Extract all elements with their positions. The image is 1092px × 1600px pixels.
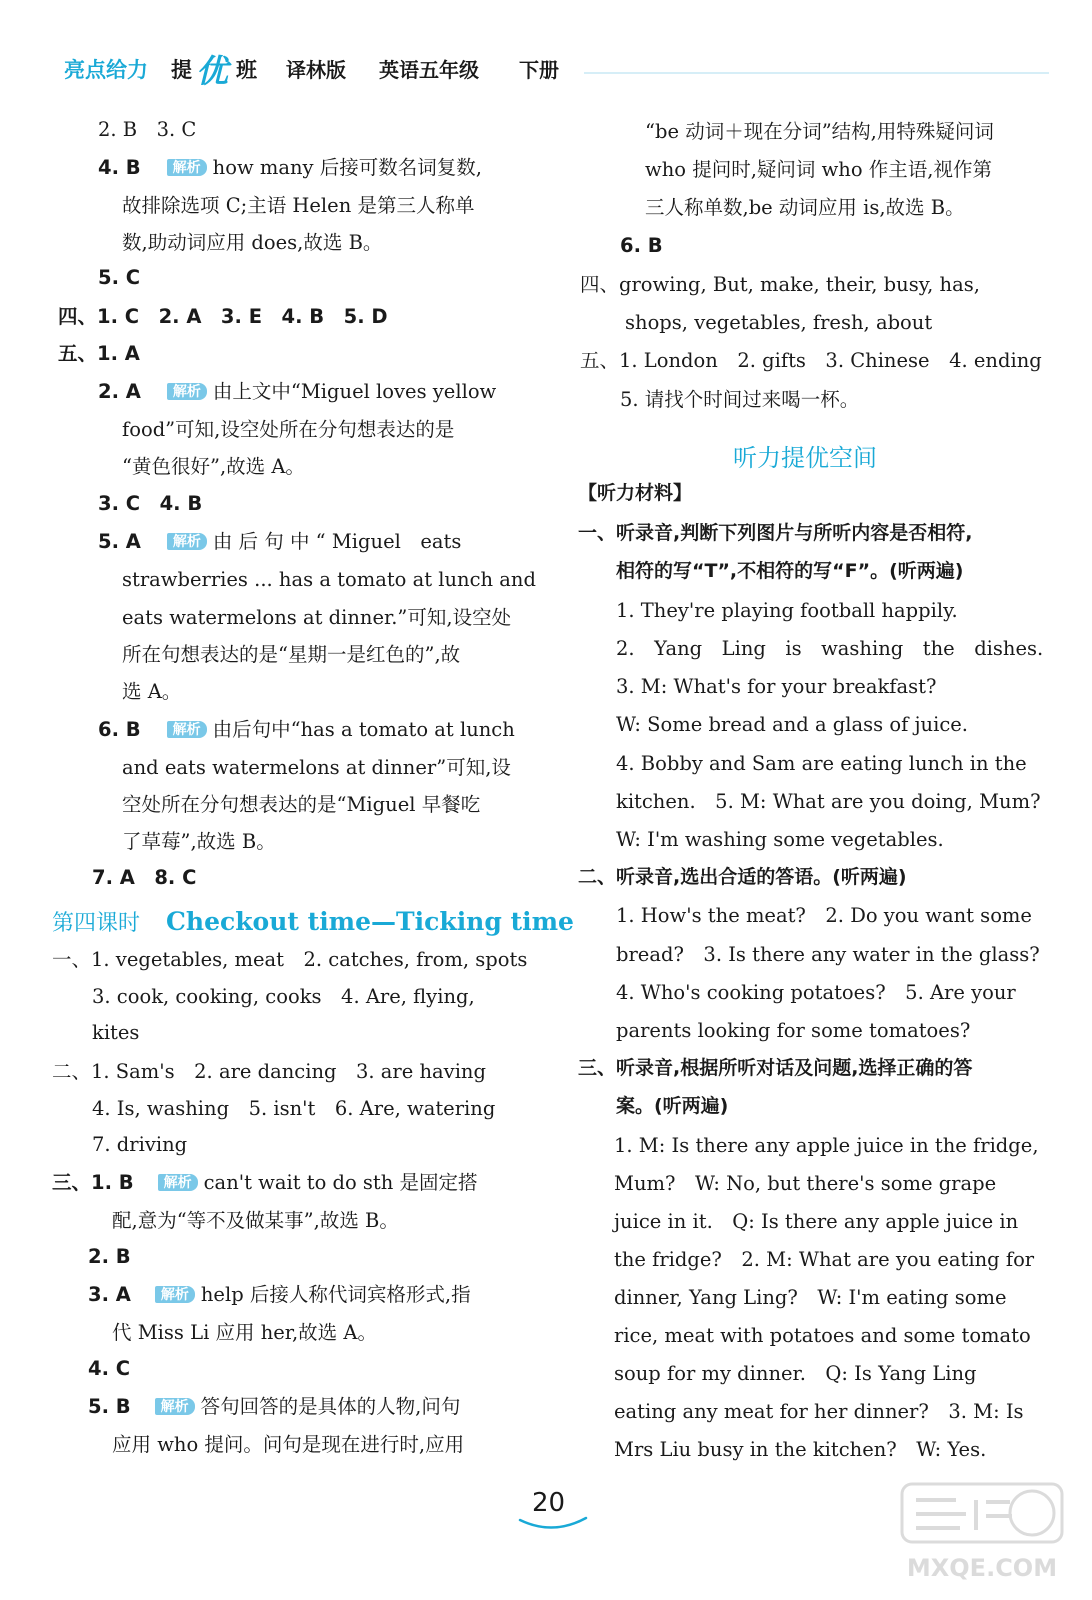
answer-line: 四、growing, But, make, their, busy, has, bbox=[580, 273, 980, 296]
answer-line: 2. B bbox=[88, 1245, 131, 1268]
transcript-line: W: I'm washing some vegetables. bbox=[616, 828, 944, 851]
transcript-line: eating any meat for her dinner? 3. M: Is bbox=[614, 1400, 1024, 1423]
answer-line bbox=[98, 158, 482, 178]
answer-line: 4. Is, washing 5. isn't 6. Are, watering bbox=[92, 1097, 496, 1120]
question-number: 6. B bbox=[98, 718, 141, 741]
analysis-text: how many 后接可数名词复数, bbox=[212, 156, 482, 179]
watermark-text: MXQE.COM bbox=[906, 1554, 1058, 1582]
question-number: 2. A bbox=[98, 380, 141, 403]
transcript-line: 1. How's the meat? 2. Do you want some bbox=[616, 904, 1032, 927]
material-heading: 【听力材料】 bbox=[578, 482, 693, 504]
answer-line bbox=[88, 1285, 471, 1305]
answer-line: 五、1. A bbox=[58, 342, 140, 365]
brand-name: 亮点给力 bbox=[64, 58, 148, 82]
question-number: 5. B bbox=[88, 1395, 131, 1418]
analysis-tag: 解析 bbox=[158, 1174, 198, 1191]
analysis-tag: 解析 bbox=[155, 1286, 195, 1303]
analysis-text: 答句回答的是具体的人物,问句 bbox=[200, 1395, 461, 1418]
analysis-line: 应用 who 提问。问句是现在进行时,应用 bbox=[112, 1433, 465, 1456]
analysis-line: 了草莓”,故选 B。 bbox=[122, 830, 276, 853]
analysis-line: food”可知,设空处所在分句想表达的是 bbox=[122, 418, 455, 441]
analysis-line: 数,助动词应用 does,故选 B。 bbox=[122, 231, 383, 254]
answer-line bbox=[88, 1397, 460, 1417]
answer-line: 5. C bbox=[98, 266, 141, 289]
transcript-line: kitchen. 5. M: What are you doing, Mum? bbox=[616, 790, 1041, 813]
answer-line: 4. C bbox=[88, 1357, 131, 1380]
analysis-line: 空处所在分句想表达的是“Miguel 早餐吃 bbox=[122, 793, 481, 816]
transcript-line: Mum? W: No, but there's some grape bbox=[614, 1172, 997, 1195]
question-number: 5. A bbox=[98, 530, 141, 553]
analysis-text: can't wait to do sth 是固定搭 bbox=[203, 1171, 478, 1194]
answer-line: 二、1. Sam's 2. are dancing 3. are having bbox=[52, 1060, 486, 1083]
transcript-line: juice in it. Q: Is there any apple juice in bbox=[614, 1210, 1019, 1233]
analysis-line: 配,意为“等不及做某事”,故选 B。 bbox=[112, 1209, 399, 1232]
question-heading: 三、听录音,根据所听对话及问题,选择正确的答 bbox=[578, 1057, 973, 1079]
analysis-line: who 提问时,疑问词 who 作主语,视作第 bbox=[645, 158, 992, 181]
analysis-text: 由后句中“has a tomato at lunch bbox=[212, 718, 515, 741]
question-heading: 案。(听两遍) bbox=[616, 1095, 729, 1117]
answer-line: 5. 请找个时间过来喝一杯。 bbox=[620, 388, 860, 411]
question-number: 4. B bbox=[98, 156, 141, 179]
analysis-line: 所在句想表达的是“星期一是红色的”,故 bbox=[122, 643, 461, 666]
question-heading: 二、听录音,选出合适的答语。(听两遍) bbox=[578, 866, 907, 888]
series-ban: 班 bbox=[236, 58, 257, 82]
answer-line: 6. B bbox=[620, 234, 663, 257]
analysis-tag: 解析 bbox=[155, 1398, 195, 1415]
answer-line bbox=[98, 382, 496, 402]
transcript-line: W: Some bread and a glass of juice. bbox=[616, 713, 968, 736]
answer-line: kites bbox=[92, 1021, 140, 1044]
question-number: 三、1. B bbox=[52, 1171, 134, 1194]
header-rule bbox=[584, 72, 1049, 74]
answer-line: 一、1. vegetables, meat 2. catches, from, spots bbox=[52, 948, 528, 971]
analysis-line: “be 动词＋现在分词”结构,用特殊疑问词 bbox=[645, 120, 994, 143]
edition-label: 译林版 bbox=[286, 58, 346, 82]
analysis-line: 故排除选项 C;主语 Helen 是第三人称单 bbox=[122, 194, 475, 217]
transcript-line: Mrs Liu busy in the kitchen? W: Yes. bbox=[614, 1438, 987, 1461]
transcript-line: 1. They're playing football happily. bbox=[616, 599, 958, 622]
analysis-tag: 解析 bbox=[167, 533, 207, 550]
grade-label: 英语五年级 bbox=[379, 58, 479, 82]
answer-line bbox=[52, 1173, 478, 1193]
transcript-line: 4. Bobby and Sam are eating lunch in the bbox=[616, 752, 1027, 775]
transcript-line: the fridge? 2. M: What are you eating for bbox=[614, 1248, 1035, 1271]
transcript-line: bread? 3. Is there any water in the glass? bbox=[616, 943, 1040, 966]
analysis-tag: 解析 bbox=[167, 159, 207, 176]
answer-line: 3. cook, cooking, cooks 4. Are, flying, bbox=[92, 985, 475, 1008]
series-you-logo: 优 bbox=[196, 52, 229, 90]
transcript-line: 2. Yang Ling is washing the dishes. bbox=[616, 637, 1044, 660]
question-heading: 一、听录音,判断下列图片与所听内容是否相符, bbox=[578, 522, 973, 544]
analysis-line: 代 Miss Li 应用 her,故选 A。 bbox=[112, 1321, 377, 1344]
analysis-line: and eats watermelons at dinner”可知,设 bbox=[122, 756, 511, 779]
answer-line: 2. B 3. C bbox=[98, 118, 197, 141]
answer-line: shops, vegetables, fresh, about bbox=[625, 311, 933, 334]
transcript-line: parents looking for some tomatoes? bbox=[616, 1019, 971, 1042]
volume-label: 下册 bbox=[519, 58, 559, 82]
answer-line: 7. A 8. C bbox=[92, 866, 197, 889]
analysis-tag: 解析 bbox=[167, 721, 207, 738]
answer-line: 五、1. London 2. gifts 3. Chinese 4. ending bbox=[580, 349, 1042, 372]
analysis-line: 三人称单数,be 动词应用 is,故选 B。 bbox=[645, 196, 965, 219]
watermark-logo bbox=[896, 1480, 1068, 1584]
transcript-line: dinner, Yang Ling? W: I'm eating some bbox=[614, 1286, 1007, 1309]
answer-line: 四、1. C 2. A 3. E 4. B 5. D bbox=[58, 305, 388, 328]
analysis-line: 选 A。 bbox=[122, 680, 182, 703]
page-header bbox=[64, 54, 1054, 88]
answer-line: 7. driving bbox=[92, 1133, 188, 1156]
analysis-text: 由上文中“Miguel loves yellow bbox=[212, 380, 497, 403]
analysis-text: 由 后 句 中 “ Miguel eats bbox=[212, 530, 462, 553]
transcript-line: 3. M: What's for your breakfast? bbox=[616, 675, 937, 698]
analysis-line: eats watermelons at dinner.”可知,设空处 bbox=[122, 606, 512, 629]
transcript-line: rice, meat with potatoes and some tomato bbox=[614, 1324, 1031, 1347]
question-heading: 相符的写“T”,不相符的写“F”。(听两遍) bbox=[616, 560, 964, 582]
answer-line bbox=[98, 720, 515, 740]
transcript-line: soup for my dinner. Q: Is Yang Ling bbox=[614, 1362, 977, 1385]
lesson-title bbox=[52, 906, 574, 937]
analysis-line: strawberries ... has a tomato at lunch and bbox=[122, 568, 536, 591]
transcript-line: 4. Who's cooking potatoes? 5. Are your bbox=[616, 981, 1016, 1004]
page-number-swoosh bbox=[518, 1516, 588, 1532]
transcript-line: 1. M: Is there any apple juice in the fridge, bbox=[614, 1134, 1039, 1157]
section-title: 听力提优空间 bbox=[733, 444, 877, 472]
lesson-number: 第四课时 bbox=[52, 911, 141, 936]
analysis-line: “黄色很好”,故选 A。 bbox=[122, 455, 305, 478]
lesson-name: Checkout time—Ticking time bbox=[166, 907, 574, 936]
analysis-text: help 后接人称代词宾格形式,指 bbox=[200, 1283, 471, 1306]
answer-line bbox=[98, 532, 461, 552]
series-ti: 提 bbox=[171, 58, 192, 82]
question-number: 3. A bbox=[88, 1283, 131, 1306]
analysis-tag: 解析 bbox=[167, 383, 207, 400]
answer-line: 3. C 4. B bbox=[98, 492, 203, 515]
page-number: 20 bbox=[532, 1488, 566, 1518]
